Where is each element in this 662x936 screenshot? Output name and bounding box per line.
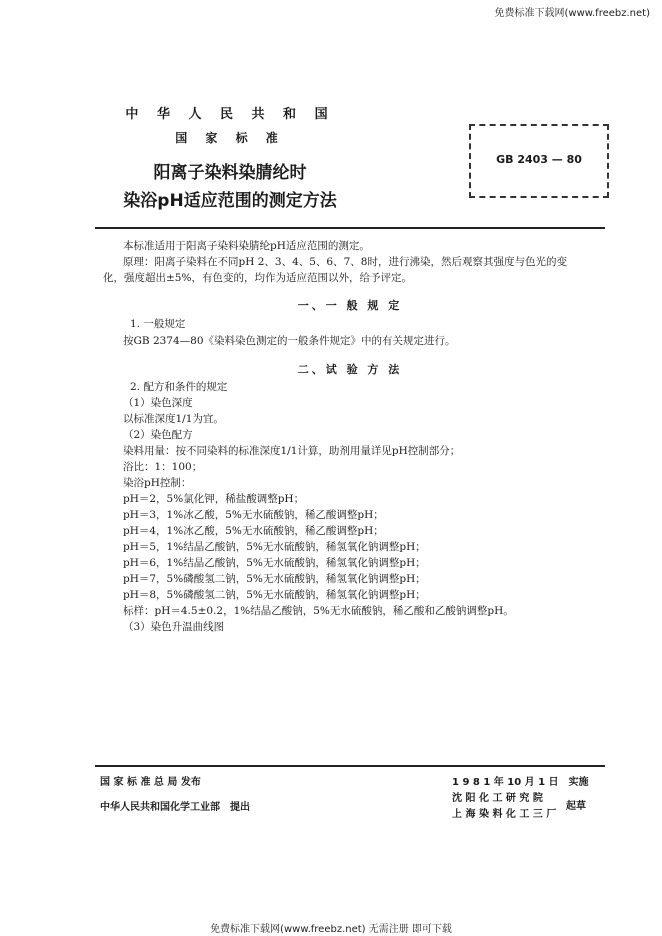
scope-text: 本标准适用于阳离子染料染腈纶pH适应范围的测定。 bbox=[123, 240, 370, 252]
section-2-line: 2. 配方和条件的规定 bbox=[130, 381, 228, 393]
footer-divider bbox=[95, 765, 605, 767]
ph-control-line: pH＝3，1%冰乙酸，5%无水硫酸钠，稀乙酸调整pH； bbox=[123, 509, 384, 521]
standard-code: GB 2403 — 80 bbox=[496, 153, 582, 166]
principle-text-1: 原理：阳离子染料在不同pH 2、3、4、5、6、7、8时，进行沸染，然后观察其强度与色光的变 bbox=[123, 256, 567, 268]
section-2-line: （1）染色深度 bbox=[123, 397, 193, 409]
document-title-line1: 阳离子染料染腈纶时 bbox=[153, 163, 307, 183]
section-2-line: 浴比：1：100； bbox=[123, 461, 203, 473]
drafter-2: 上 海 染 料 化 工 三 厂 bbox=[452, 809, 557, 820]
section-1-item-text: 按GB 2374—80《染料染色测定的一般条件规定》中的有关规定进行。 bbox=[123, 335, 456, 347]
implementation-date: 1 9 8 1 年 10 月 1 日 实施 bbox=[452, 777, 589, 788]
header-divider bbox=[95, 227, 605, 229]
section-2-line: 染浴pH控制： bbox=[123, 477, 192, 489]
ph-control-line: pH＝4，1%冰乙酸，5%无水硫酸钠，稀乙酸调整pH； bbox=[123, 525, 384, 537]
section-2-line: 染料用量：按不同染料的标准深度1/1计算，助剂用量详见pH控制部分； bbox=[123, 445, 461, 457]
section-2-line: 以标准深度1/1为宜。 bbox=[123, 413, 224, 425]
proposer: 中华人民共和国化学工业部 提出 bbox=[100, 802, 250, 813]
standard-sample-line: 标样：pH＝4.5±0.2，1%结晶乙酸钠，5%无水硫酸钠，稀乙酸和乙酸钠调整pH。 bbox=[123, 605, 514, 617]
ph-control-line: pH＝7，5%磷酸氢二钠，5%无水硫酸钠，稀氢氧化钠调整pH； bbox=[123, 573, 426, 585]
standard-type: 国 家 标 准 bbox=[175, 131, 285, 145]
section-1-item-title: 1. 一般规定 bbox=[130, 318, 186, 330]
drafted-label: 起草 bbox=[566, 801, 586, 812]
issuer: 国 家 标 准 总 局 发布 bbox=[100, 777, 201, 788]
drafter-1: 沈 阳 化 工 研 究 院 bbox=[452, 793, 543, 804]
section-1-heading: 一、一 般 规 定 bbox=[297, 299, 403, 312]
watermark-bottom: 免费标准下载网(www.freebz.net) 无需注册 即可下载 bbox=[210, 924, 452, 935]
section-2-line: （2）染色配方 bbox=[123, 429, 193, 441]
country-name: 中 华 人 民 共 和 国 bbox=[125, 107, 335, 122]
ph-control-line: pH＝6，1%结晶乙酸钠，5%无水硫酸钠，稀氢氧化钠调整pH； bbox=[123, 557, 426, 569]
section-2-line: （3）染色升温曲线图 bbox=[123, 621, 225, 633]
watermark-top: 免费标准下载网(www.freebz.net) bbox=[494, 8, 650, 19]
document-title-line2: 染浴pH适应范围的测定方法 bbox=[123, 191, 337, 211]
ph-control-line: pH＝2，5%氯化钾，稀盐酸调整pH； bbox=[123, 493, 305, 505]
section-2-heading: 二、试 验 方 法 bbox=[297, 363, 403, 376]
principle-text-2: 化，强度超出±5%，有色变的，均作为适应范围以外，给予评定。 bbox=[103, 272, 412, 284]
ph-control-line: pH＝8，5%磷酸氢二钠，5%无水硫酸钠，稀氢氧化钠调整pH； bbox=[123, 589, 426, 601]
ph-control-line: pH＝5，1%结晶乙酸钠，5%无水硫酸钠，稀氢氧化钠调整pH； bbox=[123, 541, 426, 553]
